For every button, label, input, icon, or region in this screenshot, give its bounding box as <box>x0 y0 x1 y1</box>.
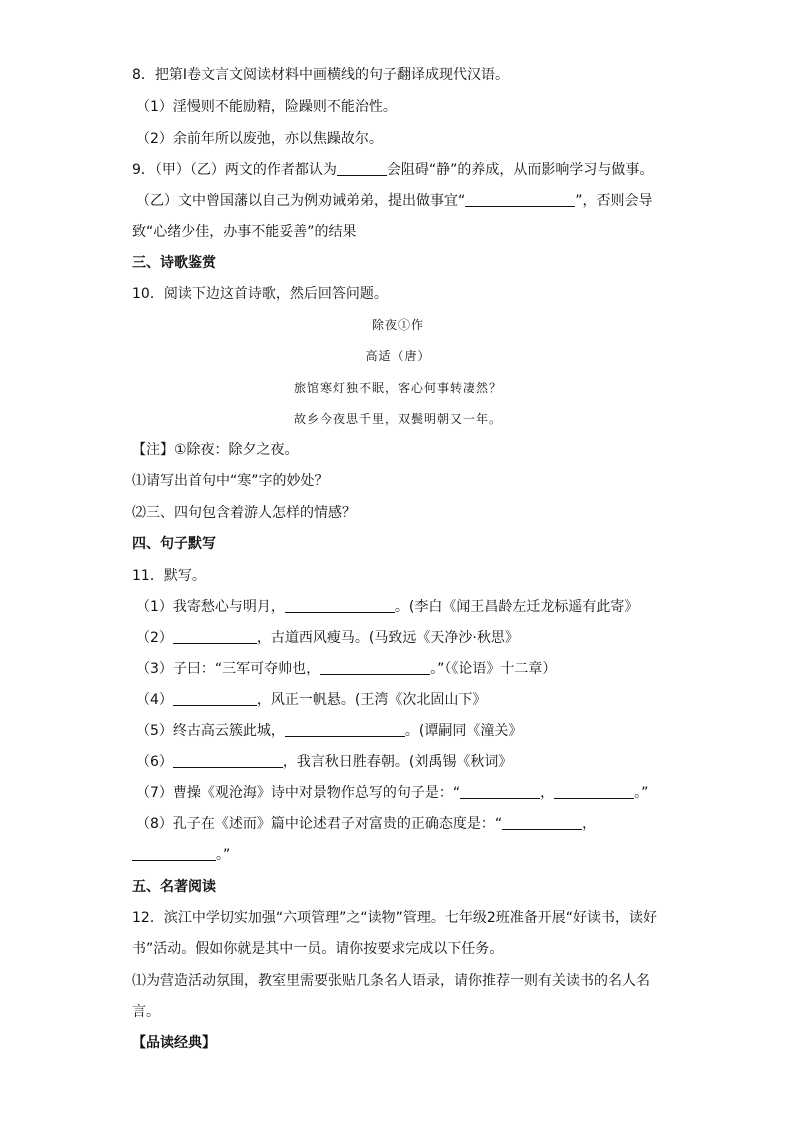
q10-note: 【注】①除夜：除夕之夜。 <box>132 442 299 458</box>
answer-blank[interactable] <box>173 753 283 768</box>
q11-8-text-a: （8）孔子在《述而》篇中论述君子对富贵的正确态度是：“ <box>136 816 503 832</box>
q11-2-text-b: ，古道西风瘦马。(马致远《天净沙·秋思》 <box>256 630 519 646</box>
q12-line-4: 言。 <box>132 1004 160 1020</box>
q9-text-d: ”，否则会导 <box>575 193 653 209</box>
q11-1-text-a: （1）我寄愁心与明月， <box>136 599 285 615</box>
q11-8-text-b: ， <box>582 816 597 832</box>
q8-sentence-2: （2）余前年所以废弛，亦以焦躁故尔。 <box>136 131 383 147</box>
q12-section-label: 【品读经典】 <box>132 1035 216 1051</box>
section-4-heading: 四、句子默写 <box>132 536 216 552</box>
q11-3-text-a: （3）子曰：“三军可夺帅也， <box>136 661 321 677</box>
q11-item-7 <box>136 782 664 804</box>
q11-4-text-a: （4） <box>136 692 173 708</box>
q12-line-1: 12．滨江中学切实加强“六项管理”之“读物”管理。七年级2班准备开展“好读书，读好 <box>132 910 657 926</box>
answer-blank[interactable] <box>132 846 216 861</box>
poem-line-1: 旅馆寒灯独不眠，客心何事转凄然？ <box>293 381 502 395</box>
answer-blank[interactable] <box>173 629 257 644</box>
q11-8-text-c: 。” <box>216 847 231 863</box>
poem-author: 高适（唐） <box>365 349 431 363</box>
q11-5-text-b: 。(谭嗣同《潼关》 <box>404 723 523 739</box>
q11-item-2 <box>136 627 664 649</box>
q11-item-1 <box>136 596 664 618</box>
q11-item-5 <box>136 720 664 742</box>
q11-7-text-a: （7）曹操《观沧海》诗中对景物作总写的句子是：“ <box>136 785 461 801</box>
answer-blank[interactable] <box>465 192 575 207</box>
q9-line-2 <box>136 190 664 212</box>
q12-line-3: ⑴为营造活动氛围，教室里需要张贴几条名人语录，请你推荐一则有关读书的名人名 <box>132 973 650 989</box>
q11-item-6 <box>136 751 664 773</box>
q9-line-1 <box>132 159 664 181</box>
q11-item-4 <box>136 689 664 711</box>
q9-text-c: （乙）文中曾国藩以自己为例劝诫弟弟，提出做事宜“ <box>136 193 466 209</box>
section-3-heading: 三、诗歌鉴赏 <box>132 255 216 271</box>
q10-sub-1: ⑴请写出首句中“寒”字的妙处？ <box>132 473 329 489</box>
q11-1-text-b: 。(李白《闻王昌龄左迁龙标遥有此寄》 <box>394 599 639 615</box>
q12-line-2: 书”活动。假如你就是其中一员。请你按要求完成以下任务。 <box>132 941 504 957</box>
q11-7-text-c: 。” <box>634 785 649 801</box>
q8-sentence-1: （1）淫慢则不能励精，险躁则不能治性。 <box>136 99 397 115</box>
q11-5-text-a: （5）终古高云簇此城， <box>136 723 285 739</box>
q11-item-8-cont <box>132 844 664 866</box>
q9-line-3: 致“心绪少佳，办事不能妥善”的结果 <box>132 224 357 240</box>
q11-item-3 <box>136 658 664 680</box>
answer-blank[interactable] <box>554 784 634 799</box>
q11-7-text-b: ， <box>540 785 555 801</box>
section-5-heading: 五、名著阅读 <box>132 879 216 895</box>
answer-blank[interactable] <box>502 815 582 830</box>
q8-title: 8．把第Ⅰ卷文言文阅读材料中画横线的句子翻译成现代汉语。 <box>132 67 510 83</box>
q9-text-a: 9．（甲）（乙）两文的作者都认为 <box>132 162 337 178</box>
q10-title: 10．阅读下边这首诗歌，然后回答问题。 <box>132 286 388 302</box>
answer-blank[interactable] <box>460 784 540 799</box>
q9-text-b: 会阻碍“静”的养成，从而影响学习与做事。 <box>386 162 654 178</box>
q11-3-text-b: 。”（《论语》十二章） <box>430 661 557 677</box>
q11-6-text-a: （6） <box>136 754 173 770</box>
answer-blank[interactable] <box>337 161 387 176</box>
q11-2-text-a: （2） <box>136 630 173 646</box>
poem-line-2: 故乡今夜思千里，双鬓明朝又一年。 <box>293 412 502 426</box>
q11-4-text-b: ，风正一帆悬。(王湾《次北固山下》 <box>256 692 487 708</box>
answer-blank[interactable] <box>173 691 257 706</box>
poem-title: 除夜①作 <box>371 318 424 332</box>
answer-blank[interactable] <box>320 660 430 675</box>
q11-title: 11．默写。 <box>132 568 206 584</box>
answer-blank[interactable] <box>285 598 395 613</box>
q10-sub-2: ⑵三、四句包含着游人怎样的情感？ <box>132 505 356 521</box>
answer-blank[interactable] <box>285 722 405 737</box>
q11-item-8 <box>136 813 664 835</box>
q11-6-text-b: ，我言秋日胜春朝。(刘禹锡《秋词》 <box>282 754 513 770</box>
